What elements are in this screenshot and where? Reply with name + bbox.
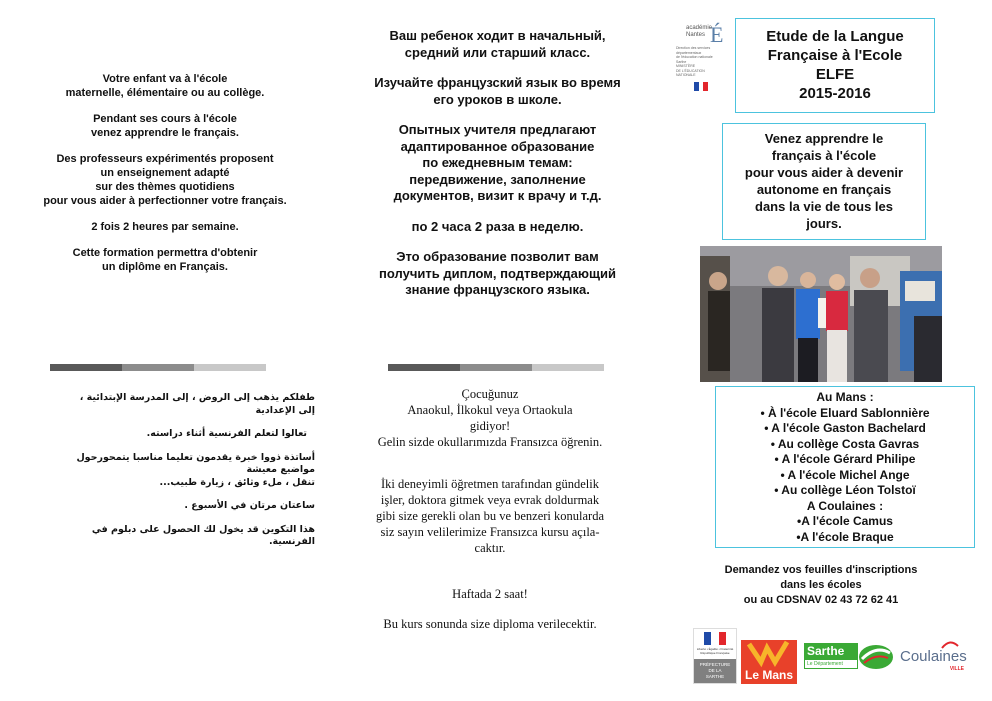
coulaines-label: Coulaines (900, 648, 967, 665)
academie-label: académie (686, 25, 713, 31)
school-item: • A l'école Gérard Philipe (774, 452, 916, 466)
title-line-4: 2015-2016 (799, 85, 871, 102)
sarthe-sublabel: Le Département (804, 659, 858, 669)
demand-line-2: dans les écoles (780, 579, 862, 591)
fr-p3-l2: un enseignement adapté (100, 167, 230, 179)
schools-heading-coulaines: A Coulaines : (806, 498, 884, 513)
slogan-line-2: français à l'école (771, 148, 877, 163)
school-item: •A l'école Camus (797, 514, 893, 528)
fr-p2-l2: venez apprendre le français. (91, 127, 239, 139)
le-mans-logo (741, 640, 797, 684)
ru-p5-l1: Это образование позволит вам (396, 249, 599, 264)
school-item: • Au collège Costa Gavras (770, 436, 920, 451)
ru-p3-l4: передвижение, заполнение (409, 171, 586, 187)
academie-nantes-logo (676, 22, 734, 94)
ar-p4: ساعتان مرتان في الأسبوع . (184, 500, 315, 511)
ru-p3-l5: документов, визит к врачу и т.д. (393, 188, 602, 203)
group-photo (700, 246, 942, 382)
ru-p1-l1: Ваш ребенок ходит в начальный, (389, 28, 606, 43)
le-mans-label: Le Mans (744, 668, 793, 682)
sarthe-swoosh-icon (858, 643, 894, 671)
academie-e-icon: É (710, 22, 724, 47)
divider-bar-middle (388, 364, 604, 371)
ar-p2: تعالوا لتعلم الفرنسية أثناء دراسته. (146, 428, 307, 439)
tr-p3: Haftada 2 saat! (452, 587, 528, 601)
tr-p1-l1: Çocuğunuz (461, 387, 519, 401)
academie-details: Direction des services départementaux de l'éducation nationale Sarthe MINISTÈRE DE L'ÉDUCATION NATIONALE (676, 46, 713, 77)
slogan-line-3: pour vous aider à devenir (744, 165, 904, 180)
ru-p3-l3: по ежедневным темам: (422, 155, 573, 170)
demand-line-1: Demandez vos feuilles d'inscriptions (724, 564, 918, 576)
fr-p4: 2 fois 2 heures par semaine. (91, 221, 239, 233)
french-text (30, 72, 300, 274)
slogan-box (722, 123, 926, 240)
fr-p1-l2: maternelle, élémentaire ou au collège. (65, 87, 265, 99)
registration-info (700, 563, 942, 608)
fr-p3-l3: sur des thèmes quotidiens (95, 181, 235, 193)
tr-p2-l2: işler, doktora gitmek veya evrak doldurmak (380, 493, 600, 507)
coulaines-sublabel: VILLE (949, 666, 964, 672)
marianne-flag-icon (704, 632, 726, 645)
prefecture-sarthe-logo (693, 628, 737, 684)
ru-p3-l2: адаптированное образование (400, 138, 595, 154)
arabic-text (60, 392, 315, 560)
fr-p3-l4: pour vous aider à perfectionner votre français. (43, 195, 287, 207)
schools-box (715, 386, 975, 548)
tr-p1-l2: Anaokul, İlkokul veya Ortaokula (407, 403, 573, 417)
school-item: • Au collège Léon Tolstoï (774, 483, 916, 497)
ar-p1: طفلكم يذهب إلى الروض ، إلى المدرسة الإبتدائية ، إلى الإعدادية (79, 392, 315, 416)
tr-p2-l3: gibi size gerekli olan bu ve benzeri konularda (375, 509, 605, 523)
prefecture-motto: Liberté • Égalité • Fraternité République Française (696, 647, 734, 655)
divider-bar-left (50, 364, 266, 371)
ar-p5: هذا التكوين قد يخول لك الحصول على دبلوم في الفرنسية. (91, 523, 315, 547)
tr-p4: Bu kurs sonunda size diploma verilecektir. (383, 617, 597, 631)
ru-p4: по 2 часа 2 раза в неделю. (411, 218, 584, 234)
fr-p2-l1: Pendant ses cours à l'école (93, 113, 237, 125)
slogan-line-1: Venez apprendre le (764, 131, 884, 146)
academie-city: Nantes (686, 32, 706, 38)
school-item: •A l'école Braque (796, 529, 894, 544)
tr-p2-l5: caktır. (474, 541, 506, 555)
school-item: • A l'école Michel Ange (780, 467, 910, 482)
fr-p5-l1: Cette formation permettra d'obtenir (72, 247, 258, 259)
slogan-line-6: jours. (806, 216, 842, 231)
sarthe-label: Sarthe (804, 643, 858, 659)
schools-heading-le-mans: Au Mans : (816, 390, 874, 404)
ru-p1-l2: средний или старший класс. (404, 44, 591, 60)
russian-text (350, 28, 645, 299)
coulaines-logo (900, 640, 966, 674)
fr-p1-l1: Votre enfant va à l'école (102, 73, 228, 85)
slogan-line-5: dans la vie de tous les (755, 199, 893, 214)
title-box (735, 18, 935, 113)
tr-p2-l4: siz sayın velilerimize Fransızca kursu açıla- (380, 525, 600, 539)
ru-p3-l1: Опытных учителя предлагают (398, 122, 597, 137)
prefecture-label: PRÉFECTURE DE LA SARTHE (694, 659, 736, 683)
fr-p5-l2: un diplôme en Français. (102, 261, 228, 273)
turkish-text (350, 386, 630, 632)
demand-line-3: ou au CDSNAV 02 43 72 62 41 (743, 594, 899, 606)
french-flag-icon (694, 82, 708, 91)
ar-p3-l2: تنقل ، ملء وثائق ، زيارة طبيب... (159, 476, 315, 488)
tr-p1-l4: Gelin sizde okullarımızda Fransızca öğrenin. (377, 435, 603, 449)
title-line-3: ELFE (815, 66, 855, 83)
slogan-line-4: autonome en français (756, 182, 892, 197)
school-item: • À l'école Eluard Sablonnière (760, 405, 930, 420)
title-line-2: Française à l'Ecole (767, 47, 903, 64)
ru-p5-l3: знание французского языка. (405, 282, 590, 297)
school-item: • A l'école Gaston Bachelard (764, 421, 926, 435)
fr-p3-l1: Des professeurs expérimentés proposent (56, 153, 274, 165)
ar-p3-l1: أساتذة ذووا خبرة يقدمون تعليما مناسبا يتمحورحول مواضيع معيشة (76, 451, 315, 475)
tr-p2-l1: İki deneyimli öğretmen tarafından gündelik (381, 477, 599, 491)
ru-p2-l2: его уроков в школе. (433, 91, 562, 107)
ar-p3 (60, 452, 315, 490)
tr-p1-l3: gidiyor! (469, 419, 511, 433)
sarthe-logo (804, 643, 894, 671)
ru-p2-l1: Изучайте французский язык во время (374, 75, 621, 90)
ru-p5-l2: получить диплом, подтверждающий (379, 265, 616, 281)
title-line-1: Etude de la Langue (766, 28, 904, 45)
